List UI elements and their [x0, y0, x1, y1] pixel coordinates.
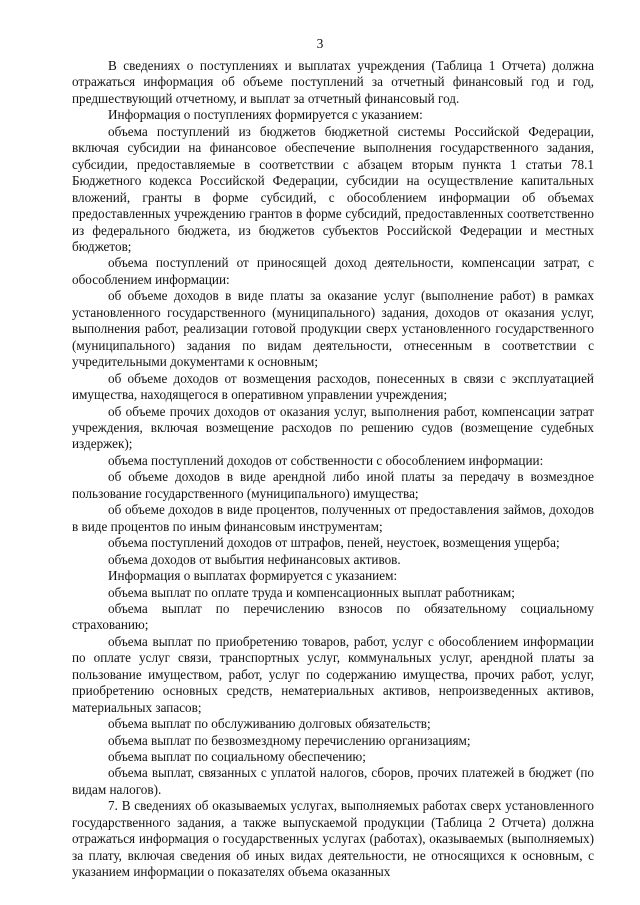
paragraph-19: объема выплат по социальному обеспечению;	[108, 749, 366, 765]
document-body	[72, 58, 594, 881]
paragraph-17: объема выплат по обслуживанию долговых обязательств;	[108, 716, 431, 732]
paragraph-5: об объеме доходов в виде платы за оказание услуг (выполнение работ) в рамках установленного государственного (муниципального) задания, доходов от оказания услуг, выполнения работ, реализации готовой продукции сверх установленного государственного (муниципального) задания по видам деятельности, отнесенным в соответствии с учредительными документами к основным;	[72, 288, 594, 370]
paragraph-14: объема выплат по оплате труда и компенсационных выплат работникам;	[108, 584, 515, 600]
paragraph-11: объема поступлений доходов от штрафов, пеней, неустоек, возмещения ущерба;	[108, 535, 560, 551]
paragraph-18: объема выплат по безвозмездному перечислению организациям;	[108, 732, 471, 748]
paragraph-20: объема выплат, связанных с уплатой налогов, сборов, прочих платежей в бюджет (по видам налогов).	[72, 765, 594, 797]
paragraph-10: об объеме доходов в виде процентов, полученных от предоставления займов, доходов в виде процентов по иным финансовым инструментам;	[72, 502, 594, 534]
paragraph-13: Информация о выплатах формируется с указанием:	[108, 568, 398, 584]
page-number: 3	[316, 36, 324, 51]
paragraph-4: объема поступлений от приносящей доход деятельности, компенсации затрат, с обособлением информации:	[72, 255, 594, 287]
paragraph-1: В сведениях о поступлениях и выплатах учреждения (Таблица 1 Отчета) должна отражаться информация об объеме поступлений за отчетный финансовый год и год, предшествующий отчетному, и выплат за отчетный финансовый год.	[72, 58, 594, 106]
paragraph-2: Информация о поступлениях формируется с указанием:	[108, 107, 423, 123]
paragraph-15: объема выплат по перечислению взносов по обязательному социальному страхованию;	[72, 600, 594, 633]
paragraph-7: об объеме прочих доходов от оказания услуг, выполнения работ, компенсации затрат учреждения, включая возмещение расходов по решению судов (возмещение судебных издержек);	[72, 403, 594, 452]
paragraph-21: 7. В сведениях об оказываемых услугах, выполняемых работах сверх установленного государственного задания, а также выпускаемой продукции (Таблица 2 Отчета) должна отражаться информация о государственных услугах (работах), оказываемых (выполняемых) за плату, включая сведения об иных видах деятельности, не относящихся к основным, с указанием информации о показателях объема оказанных	[72, 798, 594, 880]
paragraph-12: объема доходов от выбытия нефинансовых активов.	[108, 551, 401, 567]
paragraph-3: объема поступлений из бюджетов бюджетной системы Российской Федерации, включая субсидии на финансовое обеспечение выполнения государственного задания, субсидии, предоставляемые в соответствии с абзацем вторым пункта 1 статьи 78.1 Бюджетного кодекса Российской Федерации, субсидии на осуществление капитальных вложений, гранты в форме субсидий, с обособлением информации об объемах предоставленных учреждению грантов в форме субсидий, предоставленных соответственно из федерального бюджета, из бюджетов субъектов Российской Федерации и местных бюджетов;	[72, 123, 594, 254]
paragraph-8: объема поступлений доходов от собственности с обособлением информации:	[108, 452, 544, 468]
paragraph-16: объема выплат по приобретению товаров, работ, услуг с обособлением информации по оплате услуг связи, транспортных услуг, коммунальных услуг, арендной платы за пользование имуществом, работ, услуг по содержанию имущества, прочих работ, услуг, приобретению основных средств, нематериальных активов, непроизведенных активов, материальных запасов;	[72, 633, 594, 715]
paragraph-9: об объеме доходов в виде арендной либо иной платы за передачу в возмездное пользование государственного (муниципального) имущества;	[72, 469, 594, 501]
paragraph-6: об объеме доходов от возмещения расходов, понесенных в связи с эксплуатацией имущества, находящегося в оперативном управлении учреждения;	[72, 370, 594, 403]
